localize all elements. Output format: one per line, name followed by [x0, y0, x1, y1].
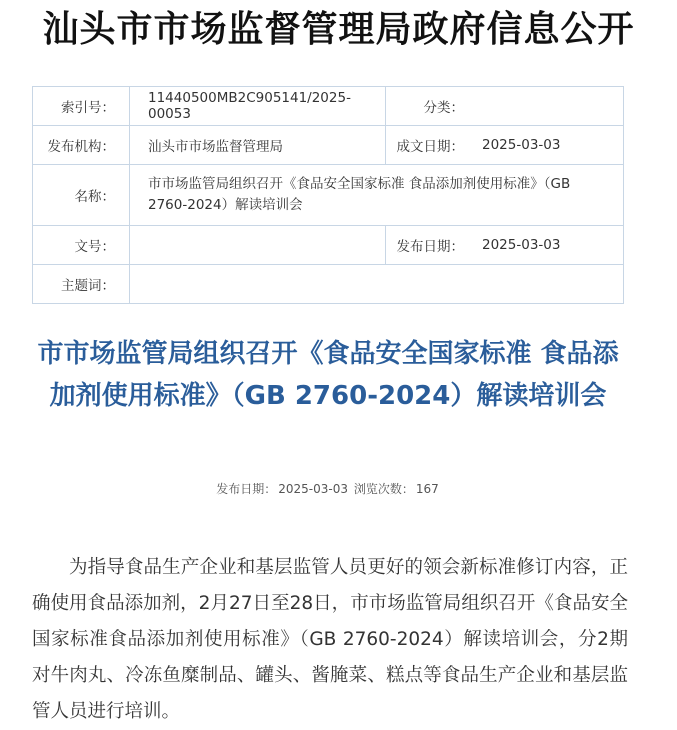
name-value: 市市场监管局组织召开《食品安全国家标准 食品添加剂使用标准》（GB 2760-2024）解读培训会 [130, 165, 624, 226]
metadata-row-index [33, 87, 624, 126]
metadata-row-docno [33, 226, 624, 265]
metadata-table [32, 86, 624, 304]
metadata-row-subject [33, 265, 624, 304]
metadata-row-name [33, 165, 624, 226]
article-views-value: 167 [415, 482, 439, 496]
article-meta [0, 480, 655, 497]
article-views-label: 浏览次数： [353, 482, 414, 496]
article-date-value: 2025-03-03 [278, 482, 348, 496]
article-title: 市市场监管局组织召开《食品安全国家标准 食品添加剂使用标准》（GB 2760-2024）解读培训会 [37, 339, 619, 411]
metadata-row-publisher [33, 126, 624, 165]
category-label: 分类： [386, 87, 469, 126]
written-date-value: 2025-03-03 [468, 126, 624, 165]
article-date-label: 发布日期： [216, 482, 277, 496]
publisher-label: 发布机构： [33, 126, 130, 165]
publish-date-label: 发布日期： [386, 226, 469, 265]
written-date-label: 成文日期： [386, 126, 469, 165]
publish-date-value: 2025-03-03 [468, 226, 624, 265]
article-body: 为指导食品生产企业和基层监管人员更好的领会新标准修订内容，正确使用食品添加剂，2月27日至28日，市市场监管局组织召开《食品安全国家标准食品添加剂使用标准》（GB 2760-2024）解读培训会，分2期对牛肉丸、冷冻鱼糜制品、罐头、酱腌菜、糕点等食品生产企业和基层监管人员进行培训。 [32, 557, 628, 722]
page-title: 汕头市市场监督管理局政府信息公开 [42, 9, 635, 50]
subject-label: 主题词： [33, 265, 130, 304]
subject-value [130, 265, 624, 304]
publisher-value: 汕头市市场监督管理局 [130, 126, 386, 165]
doc-no-label: 文号： [33, 226, 130, 265]
category-value [468, 87, 624, 126]
name-label: 名称： [33, 165, 130, 226]
index-label: 索引号： [33, 87, 130, 126]
doc-no-value [130, 226, 386, 265]
index-value: 11440500MB2C905141/2025-00053 [130, 87, 386, 126]
